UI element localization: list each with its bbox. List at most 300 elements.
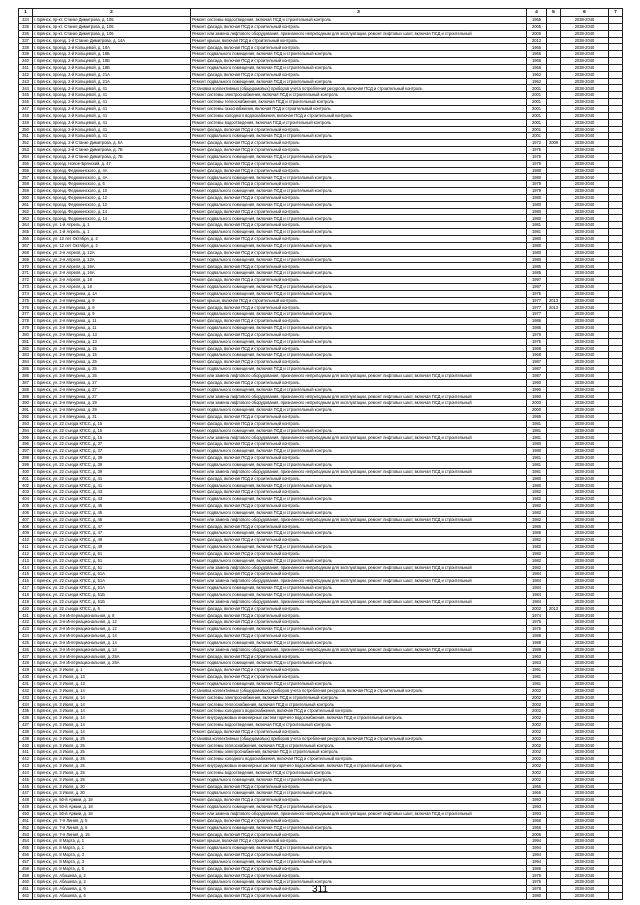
table-cell: 2038-2040 [561, 372, 609, 379]
table-row [19, 872, 623, 879]
table-cell: Ремонт или замена лифтового оборудования, признанного непригодным для эксплуатации, ремонт лифтовых шахт, включая ПСД и строительный [191, 646, 527, 653]
table-cell-empty [609, 824, 623, 831]
table-cell: Ремонт подвального помещения, включая ПСД и строительный контроль [191, 680, 527, 687]
table-cell: 1976 [527, 290, 547, 297]
table-cell-empty [609, 632, 623, 639]
table-cell: 371 [19, 270, 33, 277]
table-cell [547, 400, 561, 407]
table-cell-empty [609, 352, 623, 359]
table-cell: 2038-2040 [561, 762, 609, 769]
table-cell: 1984 [527, 591, 547, 598]
table-cell: 1990 [527, 379, 547, 386]
table-row [19, 680, 623, 687]
table-cell: 453 [19, 831, 33, 838]
table-cell: 1994 [527, 838, 547, 845]
table-cell [547, 229, 561, 236]
table-cell: г. Брянск, ул. 2-я Мичурина, д. 27 [33, 386, 191, 393]
table-cell: 2038-2040 [561, 701, 609, 708]
table-cell [547, 639, 561, 646]
table-row [19, 557, 623, 564]
table-cell-empty [609, 23, 623, 30]
table-cell: 444 [19, 769, 33, 776]
table-cell: 2002 [527, 687, 547, 694]
table-cell: Ремонт фасада, включая ПСД и строительный контроль [191, 71, 527, 78]
table-cell-empty [609, 790, 623, 797]
table-cell: 1966 [527, 51, 547, 58]
table-cell-empty [609, 318, 623, 325]
table-cell: 2038-2040 [561, 413, 609, 420]
table-cell: Ремонт фасада, включая ПСД и строительный контроль [191, 413, 527, 420]
table-cell: 1980 [527, 201, 547, 208]
table-cell: г. Брянск, ул. 2-я Мичурина, д. 13 [33, 338, 191, 345]
table-cell [547, 660, 561, 667]
table-cell [547, 126, 561, 133]
table-cell-empty [609, 64, 623, 71]
table-cell: 2038-2040 [561, 530, 609, 537]
table-cell: 1981 [527, 468, 547, 475]
table-cell: 367 [19, 242, 33, 249]
table-cell: г. Брянск, ул. 22 съезда КПСС, д. 51А [33, 585, 191, 592]
table-cell: 2038-2040 [561, 817, 609, 824]
table-cell: 1979 [527, 188, 547, 195]
table-cell: г. Брянск, ул. 7-я Линия, д. 5 [33, 817, 191, 824]
table-cell [547, 448, 561, 455]
table-cell [547, 482, 561, 489]
table-cell: 443 [19, 762, 33, 769]
table-row [19, 58, 623, 65]
table-cell: 450 [19, 810, 33, 817]
table-cell [547, 222, 561, 229]
table-cell: 357 [19, 174, 33, 181]
table-cell: г. Брянск, ул. 2-я Мичурина, д. 11 [33, 318, 191, 325]
table-row [19, 605, 623, 612]
table-cell-empty [609, 530, 623, 537]
table-cell: Ремонт фасада, включая ПСД и строительный контроль [191, 619, 527, 626]
table-cell: 2038-2040 [561, 297, 609, 304]
table-cell: 461 [19, 886, 33, 893]
table-cell-empty [609, 448, 623, 455]
table-cell: 1997 [527, 277, 547, 284]
table-row [19, 674, 623, 681]
table-cell: 2038-2040 [561, 482, 609, 489]
table-cell: г. Брянск, ул. 2-я Мичурина, д. 29 [33, 400, 191, 407]
table-cell [547, 530, 561, 537]
table-cell-empty [609, 687, 623, 694]
table-cell: г. Брянск, проезд. 2-й Станке Димитрова, д. 7Б [33, 147, 191, 154]
table-cell: г. Брянск, ул. 7-я Линия, д. 5 [33, 824, 191, 831]
table-cell: 1991 [527, 667, 547, 674]
table-cell: г. Брянск, ул. 3-я Интернациональная, д. 12 [33, 619, 191, 626]
table-cell [547, 366, 561, 373]
table-cell: 398 [19, 455, 33, 462]
table-cell: 1988 [527, 632, 547, 639]
table-cell: Ремонт подвального помещения, включая ПСД и строительный контроль [191, 427, 527, 434]
table-cell [547, 502, 561, 509]
table-cell-empty [609, 667, 623, 674]
table-cell: 2038-2040 [561, 721, 609, 728]
table-cell: 413 [19, 557, 33, 564]
table-cell: 458 [19, 865, 33, 872]
table-cell: Ремонт системы теплоснабжения, включая ПСД и строительный контроль [191, 701, 527, 708]
table-cell: 2001 [527, 119, 547, 126]
table-cell: Ремонт фасада, включая ПСД и строительный контроль [191, 167, 527, 174]
table-cell: 1980 [527, 475, 547, 482]
table-cell: Ремонт фасада, включая ПСД и строительный контроль [191, 236, 527, 243]
table-cell: 1980 [527, 441, 547, 448]
table-cell: 446 [19, 783, 33, 790]
table-cell-empty [609, 400, 623, 407]
table-cell: г. Брянск, проезд. 2-й Кольцевой, д. 41 [33, 105, 191, 112]
table-cell: 2038-2040 [561, 632, 609, 639]
table-cell: 1982 [527, 550, 547, 557]
table-cell: 1976 [527, 879, 547, 886]
table-cell: Ремонт подвального помещения, включая ПСД и строительный контроль [191, 776, 527, 783]
table-cell: 452 [19, 824, 33, 831]
table-cell: 423 [19, 626, 33, 633]
table-cell [547, 420, 561, 427]
table-cell: 393 [19, 420, 33, 427]
table-cell: 1982 [527, 557, 547, 564]
table-cell-empty [609, 263, 623, 270]
table-cell: 2038-2040 [561, 872, 609, 879]
table-row [19, 37, 623, 44]
table-cell: 358 [19, 181, 33, 188]
table-cell: г. Брянск, пр-кт. Станке Димитрова, д. 105 [33, 17, 191, 24]
table-cell: 1978 [527, 886, 547, 893]
table-cell: 1980 [527, 167, 547, 174]
table-row [19, 105, 623, 112]
table-cell-empty [609, 742, 623, 749]
table-cell [547, 407, 561, 414]
table-cell: 2038-2040 [561, 715, 609, 722]
table-cell: Ремонт фасада, включая ПСД и строительный контроль [191, 667, 527, 674]
table-cell-empty [609, 482, 623, 489]
table-cell [547, 619, 561, 626]
table-cell-empty [609, 270, 623, 277]
table-cell: 2038-2040 [561, 133, 609, 140]
table-row [19, 769, 623, 776]
table-cell: 449 [19, 804, 33, 811]
table-cell: 434 [19, 701, 33, 708]
table-cell: Ремонт подвального помещения, включая ПСД и строительный контроль [191, 324, 527, 331]
table-cell: 2038-2040 [561, 324, 609, 331]
table-cell: 2038-2040 [561, 249, 609, 256]
table-cell: г. Брянск, ул. 2-я Мичурина, д. 9 [33, 311, 191, 318]
table-cell: 1982 [527, 537, 547, 544]
table-row [19, 270, 623, 277]
table-cell: Ремонт системы электроснабжения, включая ПСД и строительный контроль [191, 92, 527, 99]
table-row [19, 516, 623, 523]
table-row [19, 502, 623, 509]
table-cell-empty [609, 509, 623, 516]
table-cell: 1994 [527, 858, 547, 865]
table-cell: г. Брянск, ул. 7-я Линия, д. 15 [33, 831, 191, 838]
table-cell: 2005 [527, 30, 547, 37]
table-cell: г. Брянск, ул. 2-я Мичурина, д. 1А [33, 290, 191, 297]
table-cell [547, 489, 561, 496]
table-row [19, 543, 623, 550]
table-cell [547, 208, 561, 215]
table-cell: Ремонт подвального помещения, включая ПСД и строительный контроль [191, 386, 527, 393]
table-cell: 346 [19, 99, 33, 106]
table-cell: 435 [19, 708, 33, 715]
table-cell: Ремонт системы холодного водоснабжения, включая ПСД и строительный контроль [191, 756, 527, 763]
table-cell: 2038-2040 [561, 455, 609, 462]
table-row [19, 229, 623, 236]
table-cell: 2038-2040 [561, 270, 609, 277]
table-row [19, 71, 623, 78]
table-cell: 1987 [527, 366, 547, 373]
table-cell [547, 776, 561, 783]
table-cell: Ремонт или замена лифтового оборудования, признанного непригодным для эксплуатации, ремонт лифтовых шахт, включая ПСД и строительный [191, 372, 527, 379]
table-cell [547, 283, 561, 290]
table-cell [547, 249, 561, 256]
table-cell: Ремонт подвального помещения, включая ПСД и строительный контроль [191, 64, 527, 71]
table-cell: 2038-2040 [561, 126, 609, 133]
table-cell: 1985 [527, 270, 547, 277]
table-row [19, 523, 623, 530]
table-cell: 1982 [527, 496, 547, 503]
table-cell: Ремонт подвального помещения, включая ПСД и строительный контроль [191, 543, 527, 550]
table-cell: 2002 [527, 735, 547, 742]
table-cell-empty [609, 85, 623, 92]
table-cell: 2038-2040 [561, 585, 609, 592]
table-cell: 2001 [527, 92, 547, 99]
table-cell: 363 [19, 215, 33, 222]
table-cell [547, 516, 561, 523]
table-cell: г. Брянск, проезд. 2-й Станке Димитрова, д. 5А [33, 140, 191, 147]
table-row [19, 455, 623, 462]
table-cell: 2038-2040 [561, 598, 609, 605]
table-cell: Ремонт фасада, включая ПСД и строительный контроль [191, 502, 527, 509]
table-cell: 380 [19, 331, 33, 338]
table-cell: 2038-2040 [561, 605, 609, 612]
table-cell: 341 [19, 64, 33, 71]
table-cell: г. Брянск, ул. 22 съезда КПСС, д. 49 [33, 543, 191, 550]
table-cell-empty [609, 591, 623, 598]
table-cell: г. Брянск, проезд. 2-й Кольцевой, д. 41 [33, 126, 191, 133]
table-row [19, 85, 623, 92]
header-cell: 7 [609, 9, 623, 17]
table-row [19, 667, 623, 674]
table-cell: г. Брянск, ул. 3 Июля, д. 14 [33, 728, 191, 735]
table-cell [547, 455, 561, 462]
table-cell-empty [609, 865, 623, 872]
table-cell: 345 [19, 92, 33, 99]
table-cell: г. Брянск, проезд. 2-й Кольцевой, д. 41 [33, 133, 191, 140]
table-cell-empty [609, 660, 623, 667]
table-cell: 1956 [527, 824, 547, 831]
table-cell: 424 [19, 632, 33, 639]
table-cell: 2001 [527, 133, 547, 140]
table-cell [547, 708, 561, 715]
table-cell: г. Брянск, ул. 3 Июля, д. 14 [33, 708, 191, 715]
table-cell [547, 578, 561, 585]
table-row [19, 632, 623, 639]
table-cell [547, 174, 561, 181]
table-cell: г. Брянск, ул. 2-я Мичурина, д. 25 [33, 359, 191, 366]
table-row [19, 530, 623, 537]
table-cell: Ремонт подвального помещения, включая ПСД и строительный контроль [191, 338, 527, 345]
table-cell [547, 413, 561, 420]
table-cell: 2038-2040 [561, 543, 609, 550]
table-cell-empty [609, 201, 623, 208]
table-cell: 370 [19, 263, 33, 270]
table-cell [547, 810, 561, 817]
table-cell: 1981 [527, 420, 547, 427]
table-row [19, 550, 623, 557]
table-cell [547, 338, 561, 345]
table-cell: г. Брянск, ул. 3 Июля, д. 14 [33, 715, 191, 722]
table-cell: 2038-2040 [561, 188, 609, 195]
header-cell: 5 [547, 9, 561, 17]
table-cell: г. Брянск, ул. 3 Июля, д. 13 [33, 680, 191, 687]
table-cell: 2038-2040 [561, 160, 609, 167]
table-cell-empty [609, 496, 623, 503]
table-cell: 337 [19, 37, 33, 44]
table-cell-empty [609, 242, 623, 249]
table-cell: 426 [19, 646, 33, 653]
table-cell: Ремонт фасада, включая ПСД и строительный контроль [191, 550, 527, 557]
table-cell-empty [609, 297, 623, 304]
table-cell-empty [609, 277, 623, 284]
table-cell [547, 468, 561, 475]
table-cell-empty [609, 735, 623, 742]
table-cell: Ремонт фасада, включая ПСД и строительный контроль [191, 208, 527, 215]
table-cell: г. Брянск, ул. 8 Марта, д. 1 [33, 845, 191, 852]
table-cell: 427 [19, 653, 33, 660]
table-cell: 377 [19, 311, 33, 318]
header-cell: 6 [561, 9, 609, 17]
table-cell [547, 694, 561, 701]
table-cell-empty [609, 99, 623, 106]
table-cell: 1993 [527, 804, 547, 811]
table-cell: 406 [19, 509, 33, 516]
table-cell: 2002 [527, 756, 547, 763]
table-cell-empty [609, 256, 623, 263]
table-cell: 1981 [527, 674, 547, 681]
table-cell-empty [609, 290, 623, 297]
table-cell: г. Брянск, ул. Абашева, д. 6 [33, 893, 191, 900]
table-cell: 1980 [527, 242, 547, 249]
table-cell: Ремонт фасада, включая ПСД и строительный контроль [191, 58, 527, 65]
table-cell: 2038-2040 [561, 37, 609, 44]
table-cell: 353 [19, 147, 33, 154]
table-row [19, 831, 623, 838]
table-cell [547, 133, 561, 140]
table-cell: 2038-2040 [561, 489, 609, 496]
table-cell: 396 [19, 441, 33, 448]
table-cell: Ремонт фасада, включая ПСД и строительный контроль [191, 318, 527, 325]
table-cell: 1980 [527, 236, 547, 243]
table-row [19, 345, 623, 352]
table-row [19, 242, 623, 249]
table-cell: 395 [19, 434, 33, 441]
table-cell: Ремонт фасада, включая ПСД и строительный контроль [191, 612, 527, 619]
table-cell-empty [609, 181, 623, 188]
table-cell [547, 742, 561, 749]
table-cell: 2038-2040 [561, 105, 609, 112]
table-cell: 2038-2040 [561, 112, 609, 119]
table-cell: г. Брянск, ул. 22 съезда КПСС, д. 37 [33, 448, 191, 455]
table-cell [547, 331, 561, 338]
table-cell: г. Брянск, проезд. Федюнинского, д. 4А [33, 174, 191, 181]
table-cell: 2038-2040 [561, 769, 609, 776]
table-cell: 2038-2040 [561, 516, 609, 523]
table-cell [547, 160, 561, 167]
table-cell-empty [609, 845, 623, 852]
table-cell-empty [609, 653, 623, 660]
table-row [19, 372, 623, 379]
table-cell: 419 [19, 598, 33, 605]
table-cell: 359 [19, 188, 33, 195]
table-cell: 387 [19, 379, 33, 386]
table-cell [547, 701, 561, 708]
table-cell: Ремонт подвального помещения, включая ПСД и строительный контроль [191, 591, 527, 598]
table-cell-empty [609, 160, 623, 167]
table-cell: г. Брянск, ул. 22 съезда КПСС, д. 51А [33, 578, 191, 585]
table-cell: 2038-2040 [561, 407, 609, 414]
table-cell: 433 [19, 694, 33, 701]
table-cell: 2038-2040 [561, 523, 609, 530]
header-cell: 1 [19, 9, 33, 17]
table-row [19, 468, 623, 475]
table-row [19, 413, 623, 420]
table-cell-empty [609, 167, 623, 174]
table-cell: 342 [19, 71, 33, 78]
table-cell: Ремонт фасада, включая ПСД и строительный контроль [191, 865, 527, 872]
table-cell-empty [609, 674, 623, 681]
table-cell-empty [609, 851, 623, 858]
table-cell: 418 [19, 591, 33, 598]
table-cell: 1984 [527, 571, 547, 578]
table-cell [547, 359, 561, 366]
table-cell: 1986 [527, 324, 547, 331]
table-cell: 2038-2040 [561, 612, 609, 619]
table-cell: Ремонт подвального помещения, включая ПСД и строительный контроль [191, 482, 527, 489]
table-cell: 2038-2040 [561, 119, 609, 126]
table-cell: 2038-2040 [561, 215, 609, 222]
table-cell: 441 [19, 749, 33, 756]
table-cell: 385 [19, 366, 33, 373]
table-cell: Ремонт фасада, включая ПСД и строительный контроль [191, 537, 527, 544]
table-row [19, 865, 623, 872]
table-cell: 372 [19, 277, 33, 284]
table-cell-empty [609, 502, 623, 509]
table-cell-empty [609, 455, 623, 462]
table-cell: 2002 [527, 721, 547, 728]
table-cell: Ремонт фасада, включая ПСД и строительный контроль [191, 379, 527, 386]
table-cell: Ремонт фасада, включая ПСД и строительный контроль [191, 420, 527, 427]
table-cell [547, 612, 561, 619]
table-cell: 2006 [527, 831, 547, 838]
table-row [19, 585, 623, 592]
table-cell: 2038-2040 [561, 290, 609, 297]
table-cell: Ремонт или замена лифтового оборудования, признанного непригодным для эксплуатации, ремонт лифтовых шахт, включая ПСД и строительный [191, 30, 527, 37]
table-cell: 1980 [527, 208, 547, 215]
table-cell: г. Брянск, проезд. 2-й Кольцевой, д. 18А [33, 44, 191, 51]
table-cell: г. Брянск, проезд. 2-й Кольцевой, д. 41 [33, 85, 191, 92]
table-cell: Ремонт крыши, включая ПСД и строительный контроль [191, 838, 527, 845]
table-cell: Ремонт фасада, включая ПСД и строительный контроль [191, 23, 527, 30]
table-cell-empty [609, 701, 623, 708]
table-cell: Ремонт фасада, включая ПСД и строительный контроль [191, 886, 527, 893]
table-cell: г. Брянск, ул. 22 съезда КПСС, д. 51А [33, 571, 191, 578]
table-cell: Ремонт или замена лифтового оборудования, признанного непригодным для эксплуатации, ремонт лифтовых шахт, включая ПСД и строительный [191, 393, 527, 400]
table-cell: г. Брянск, ул. Абашева, д. 2 [33, 879, 191, 886]
table-cell: Ремонт системы теплоснабжения, включая ПСД и строительный контроль [191, 99, 527, 106]
table-cell: г. Брянск, проезд. 2-й Кольцевой, д. 41 [33, 92, 191, 99]
